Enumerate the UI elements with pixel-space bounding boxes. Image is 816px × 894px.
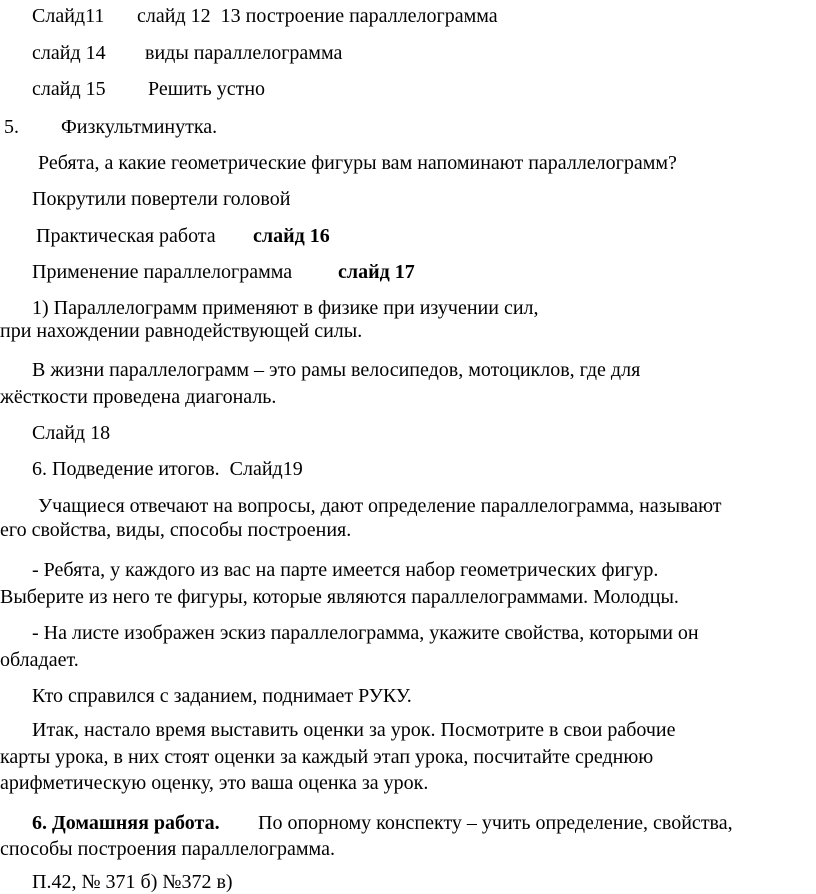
paragraph-students-2: его свойства, виды, способы построения.	[0, 519, 352, 541]
homework-text-2: способы построения параллелограмма.	[0, 838, 335, 860]
homework-text-1: По опорному конспекту – учить определение, свойства,	[258, 812, 733, 834]
slide-14-text: виды параллелограмма	[145, 42, 343, 64]
paragraph-grades-2: карты урока, в них стоят оценки за каждый этап урока, посчитайте среднюю	[0, 746, 654, 768]
homework-title: 6. Домашняя работа.	[32, 812, 220, 834]
slide-18-line: Слайд 18	[32, 422, 111, 444]
paragraph-figures-2: Выберите из него те фигуры, которые являются параллелограммами. Молодцы.	[0, 586, 679, 608]
paragraph-physics-2: при нахождении равнодействующей силы.	[0, 320, 363, 342]
paragraph-figures-1: - Ребята, у каждого из вас на парте имеется набор геометрических фигур.	[32, 559, 659, 581]
paragraph-life-1: В жизни параллелограмм – это рамы велосипедов, мотоциклов, где для	[32, 359, 641, 381]
question-line: Ребята, а какие геометрические фигуры вам напоминают параллелограмм?	[38, 152, 677, 174]
slide-15-label: слайд 15	[32, 78, 106, 100]
section-5-number: 5.	[4, 116, 19, 138]
exercise-line: Покрутили повертели головой	[32, 188, 291, 210]
paragraph-grades-1: Итак, настало время выставить оценки за урок. Посмотрите в свои рабочие	[32, 719, 676, 741]
section-6-title: 6. Подведение итогов. Слайд19	[32, 458, 303, 480]
paragraph-sketch-2: обладает.	[0, 649, 79, 671]
slide-14-label: слайд 14	[32, 42, 106, 64]
slide-12-13-line: слайд 12 13 построение параллелограмма	[137, 5, 498, 27]
paragraph-hands: Кто справился с заданием, поднимает РУКУ.	[32, 685, 412, 707]
paragraph-students-1: Учащиеся отвечают на вопросы, дают определение параллелограмма, называют	[38, 495, 722, 517]
paragraph-physics-1: 1) Параллелограмм применяют в физике при изучении сил,	[32, 297, 539, 319]
slide-11-label: Слайд11	[32, 5, 105, 27]
paragraph-life-2: жёсткости проведена диагональ.	[0, 386, 277, 408]
homework-assignment: П.42, № 371 б) №372 в)	[32, 871, 233, 893]
slide-15-text: Решить устно	[148, 78, 266, 100]
practical-work-text: Практическая работа	[36, 225, 216, 247]
section-5-title: Физкультминутка.	[61, 116, 218, 138]
practical-work-slide: слайд 16	[253, 225, 330, 247]
paragraph-sketch-1: - На листе изображен эскиз параллелограмма, укажите свойства, которыми он	[32, 622, 699, 644]
paragraph-grades-3: арифметическую оценку, это ваша оценка за урок.	[0, 772, 429, 794]
application-slide: слайд 17	[338, 261, 415, 283]
application-text: Применение параллелограмма	[32, 261, 293, 283]
